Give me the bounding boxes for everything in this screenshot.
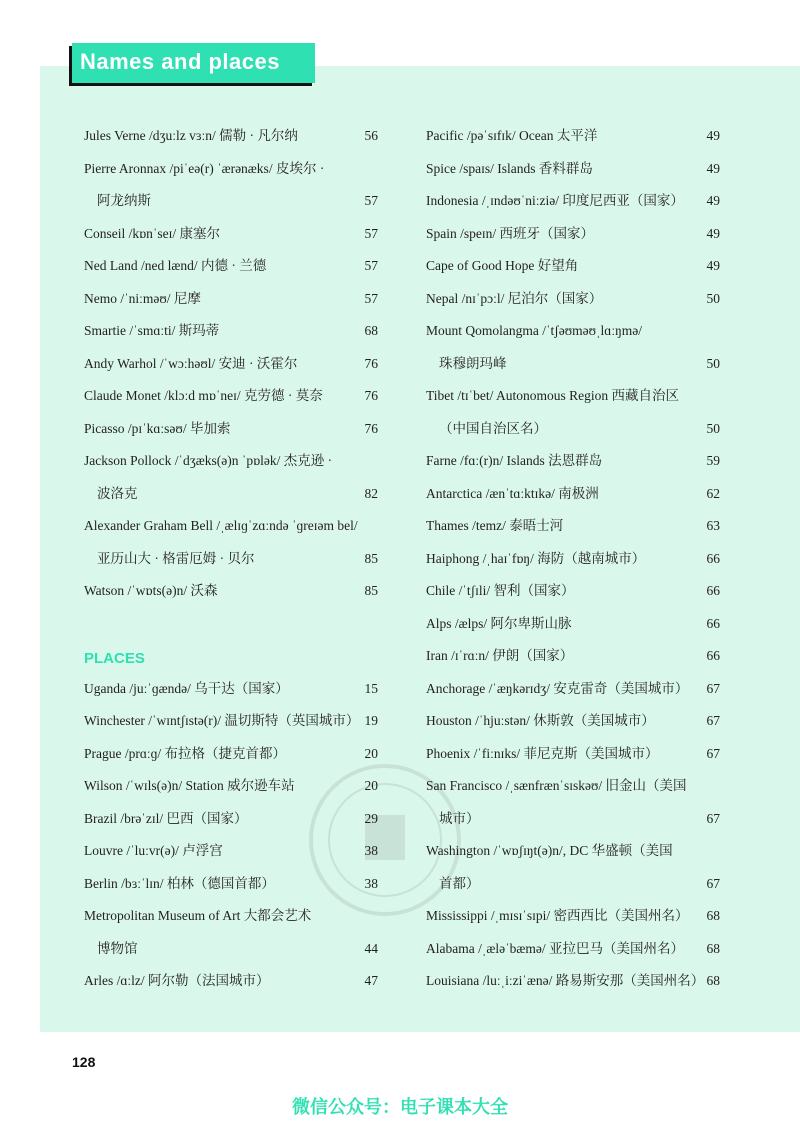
entry-page-number: 66 xyxy=(706,648,720,663)
entry-text: Washington /ˈwɒʃɪŋt(ə)n/, DC 华盛顿（美国 xyxy=(426,843,673,858)
entry-text: Chile /ˈtʃɪli/ 智利（国家） xyxy=(426,583,575,598)
entry-page-number: 57 xyxy=(364,193,378,208)
index-entry xyxy=(426,153,720,186)
index-entry xyxy=(84,120,378,153)
entry-page-number: 49 xyxy=(706,225,720,241)
index-entry-continuation xyxy=(84,933,378,966)
entry-text: Picasso /pɪˈkɑːsəʊ/ 毕加索 xyxy=(84,420,231,436)
index-entry-continuation xyxy=(84,185,378,218)
entry-page-number: 56 xyxy=(364,128,378,143)
entry-continuation-text: 阿龙纳斯 xyxy=(97,193,151,208)
index-entry xyxy=(84,803,378,836)
index-entry xyxy=(426,120,720,153)
entry-text: Alps /ælps/ 阿尔卑斯山脉 xyxy=(426,615,572,631)
entry-text: Uganda /juːˈɡændə/ 乌干达（国家） xyxy=(84,680,289,696)
entry-text: Ned Land /ned lænd/ 内德 · 兰德 xyxy=(84,258,267,273)
entry-page-number: 49 xyxy=(706,258,720,273)
index-entry-continuation xyxy=(84,543,378,576)
entry-page-number: 68 xyxy=(364,323,378,338)
entry-text: Alabama /ˌæləˈbæmə/ 亚拉巴马（美国州名） xyxy=(426,940,684,956)
index-entry xyxy=(426,283,720,316)
entry-page-number: 49 xyxy=(706,128,720,143)
entry-page-number: 82 xyxy=(364,485,378,501)
entry-page-number: 76 xyxy=(364,388,378,403)
index-entry xyxy=(426,575,720,608)
index-entry xyxy=(426,933,720,966)
entry-page-number: 63 xyxy=(706,518,720,533)
index-entry xyxy=(84,250,378,283)
entry-text: Spice /spaɪs/ Islands 香料群岛 xyxy=(426,160,593,176)
entry-page-number: 57 xyxy=(364,290,378,306)
left-column xyxy=(84,120,378,998)
entry-text: Conseil /kɒnˈseɪ/ 康塞尔 xyxy=(84,225,221,241)
entry-text: Thames /temz/ 泰晤士河 xyxy=(426,518,564,533)
index-entry xyxy=(84,835,378,868)
index-entry xyxy=(84,868,378,901)
index-entry xyxy=(426,510,720,543)
index-entry xyxy=(426,250,720,283)
entry-text: San Francisco /ˌsænfrænˈsɪskəʊ/ 旧金山（美国 xyxy=(426,778,687,793)
entry-text: Jules Verne /dʒuːlz vɜːn/ 儒勒 · 凡尔纳 xyxy=(84,128,298,143)
entry-text: Farne /fɑː(r)n/ Islands 法恩群岛 xyxy=(426,453,603,468)
entry-page-number: 66 xyxy=(706,583,720,598)
entry-text: Alexander Graham Bell /ˌælɪɡˈzɑːndə ˈɡreɪəm bel/ xyxy=(84,518,358,533)
entry-text: Pacific /pəˈsɪfɪk/ Ocean 太平洋 xyxy=(426,128,598,143)
entry-text: Metropolitan Museum of Art 大都会艺术 xyxy=(84,908,312,923)
index-entry xyxy=(84,575,378,608)
index-entry xyxy=(84,413,378,446)
entry-text: Mount Qomolangma /ˈtʃəʊməʊˌlɑːŋmə/ xyxy=(426,323,643,338)
entry-text: Wilson /ˈwɪls(ə)n/ Station 威尔逊车站 xyxy=(84,778,295,793)
index-entry xyxy=(84,283,378,316)
entry-page-number: 49 xyxy=(706,193,720,208)
entry-text: Jackson Pollock /ˈdʒæks(ə)n ˈpɒlək/ 杰克逊 · xyxy=(84,453,333,468)
entry-text: Louisiana /luːˌiːziˈænə/ 路易斯安那（美国州名） xyxy=(426,973,705,988)
entry-text: Watson /ˈwɒts(ə)n/ 沃森 xyxy=(84,583,218,598)
entry-continuation-text: 波洛克 xyxy=(97,485,138,501)
entry-text: Houston /ˈhjuːstən/ 休斯敦（美国城市） xyxy=(426,713,655,728)
index-entry xyxy=(84,218,378,251)
index-entry-continuation xyxy=(84,478,378,511)
entry-text: Prague /prɑːɡ/ 布拉格（捷克首都） xyxy=(84,745,287,761)
entry-page-number: 67 xyxy=(706,680,720,696)
entry-page-number: 66 xyxy=(706,615,720,631)
index-entry xyxy=(84,348,378,381)
entry-page-number: 67 xyxy=(706,810,720,826)
index-entry xyxy=(426,900,720,933)
entry-page-number: 20 xyxy=(364,745,378,761)
entry-page-number: 49 xyxy=(706,160,720,176)
index-entry xyxy=(426,770,720,803)
entry-page-number: 15 xyxy=(364,680,378,696)
entry-text: Phoenix /ˈfiːnɪks/ 菲尼克斯（美国城市） xyxy=(426,745,659,761)
entry-page-number: 19 xyxy=(364,713,378,728)
title-banner xyxy=(72,43,315,83)
index-entry xyxy=(426,965,720,998)
index-entry-continuation xyxy=(426,413,720,446)
entry-page-number: 68 xyxy=(706,908,720,923)
index-entry xyxy=(426,380,720,413)
index-entry xyxy=(84,445,378,478)
entry-continuation-text: （中国自治区名） xyxy=(439,420,547,436)
index-entry xyxy=(84,673,378,706)
index-entry-continuation xyxy=(426,348,720,381)
index-entry xyxy=(426,185,720,218)
entry-text: Anchorage /ˈæŋkərɪdʒ/ 安克雷奇（美国城市） xyxy=(426,680,689,696)
entry-text: Louvre /ˈluːvr(ə)/ 卢浮宫 xyxy=(84,843,223,858)
index-entry xyxy=(84,153,378,186)
right-column xyxy=(426,120,720,998)
entry-page-number: 50 xyxy=(706,355,720,371)
entry-page-number: 76 xyxy=(364,355,378,371)
footer-watermark-text: 微信公众号：电子课本大全 xyxy=(292,1097,508,1118)
index-entry xyxy=(84,738,378,771)
entry-page-number: 50 xyxy=(706,420,720,436)
entry-text: Brazil /brəˈzɪl/ 巴西（国家） xyxy=(84,810,248,826)
page-number: 128 xyxy=(72,1054,96,1070)
index-entry xyxy=(84,705,378,738)
index-entry xyxy=(426,218,720,251)
entry-page-number: 29 xyxy=(364,810,378,826)
page-title: Names and places xyxy=(80,49,280,74)
entry-page-number: 66 xyxy=(706,550,720,566)
entry-text: Claude Monet /klɔːd mɒˈneɪ/ 克劳德 · 莫奈 xyxy=(84,388,323,403)
entry-page-number: 50 xyxy=(706,290,720,306)
entry-page-number: 57 xyxy=(364,225,378,241)
index-entry-continuation xyxy=(426,803,720,836)
entry-continuation-text: 珠穆朗玛峰 xyxy=(439,355,507,371)
index-entry xyxy=(84,900,378,933)
entry-page-number: 47 xyxy=(364,973,378,988)
entry-continuation-text: 博物馆 xyxy=(97,940,138,956)
index-entry xyxy=(426,705,720,738)
entry-page-number: 67 xyxy=(706,713,720,728)
index-entry xyxy=(426,478,720,511)
entry-text: Pierre Aronnax /piˈeə(r) ˈærənæks/ 皮埃尔 · xyxy=(84,160,325,176)
entry-text: Spain /speɪn/ 西班牙（国家） xyxy=(426,225,594,241)
entry-page-number: 67 xyxy=(706,875,720,891)
entry-text: Haiphong /ˌhaɪˈfɒŋ/ 海防（越南城市） xyxy=(426,550,646,566)
entry-page-number: 38 xyxy=(364,843,378,858)
entry-page-number: 62 xyxy=(706,485,720,501)
entry-continuation-text: 首都） xyxy=(439,875,480,891)
entry-text: Winchester /ˈwɪntʃɪstə(r)/ 温切斯特（英国城市） xyxy=(84,713,360,728)
entry-page-number: 68 xyxy=(706,973,720,988)
index-entry xyxy=(426,543,720,576)
index-entry xyxy=(84,510,378,543)
entry-continuation-text: 亚历山大 · 格雷厄姆 · 贝尔 xyxy=(97,550,255,566)
entry-text: Andy Warhol /ˈwɔːhəʊl/ 安迪 · 沃霍尔 xyxy=(84,355,298,371)
index-entry xyxy=(426,738,720,771)
index-entry xyxy=(84,770,378,803)
index-entry xyxy=(426,673,720,706)
entry-page-number: 76 xyxy=(364,420,378,436)
index-entry xyxy=(426,315,720,348)
entry-text: Mississippi /ˌmɪsɪˈsɪpi/ 密西西比（美国州名） xyxy=(426,908,689,923)
entry-page-number: 44 xyxy=(364,940,378,956)
entry-page-number: 67 xyxy=(706,745,720,761)
entry-page-number: 38 xyxy=(364,875,378,891)
entry-text: Smartie /ˈsmɑːti/ 斯玛蒂 xyxy=(84,323,220,338)
entry-page-number: 85 xyxy=(364,583,378,598)
entry-text: Antarctica /ænˈtɑːktɪkə/ 南极洲 xyxy=(426,485,599,501)
entry-text: Indonesia /ˌɪndəʊˈniːziə/ 印度尼西亚（国家） xyxy=(426,193,684,208)
entry-continuation-text: 城市） xyxy=(439,810,480,826)
entry-page-number: 85 xyxy=(364,550,378,566)
index-entry xyxy=(84,965,378,998)
entry-text: Tibet /tɪˈbet/ Autonomous Region 西藏自治区 xyxy=(426,388,680,403)
entry-text: Nemo /ˈniːməʊ/ 尼摩 xyxy=(84,290,201,306)
entry-text: Nepal /nɪˈpɔːl/ 尼泊尔（国家） xyxy=(426,290,603,306)
entry-page-number: 59 xyxy=(706,453,720,468)
index-entry-continuation xyxy=(426,868,720,901)
index-entry xyxy=(426,640,720,673)
index-entry xyxy=(426,445,720,478)
entry-text: Iran /ɪˈrɑːn/ 伊朗（国家） xyxy=(426,648,574,663)
entry-text: Berlin /bɜːˈlɪn/ 柏林（德国首都） xyxy=(84,875,275,891)
entry-text: Cape of Good Hope 好望角 xyxy=(426,258,579,273)
index-entry xyxy=(84,315,378,348)
index-entry xyxy=(84,380,378,413)
entry-page-number: 68 xyxy=(706,940,720,956)
entry-page-number: 57 xyxy=(364,258,378,273)
entry-text: Arles /ɑːlz/ 阿尔勒（法国城市） xyxy=(84,973,270,988)
index-entry xyxy=(426,608,720,641)
index-entry xyxy=(426,835,720,868)
entry-page-number: 20 xyxy=(364,778,378,793)
section-heading-places: PLACES xyxy=(84,650,145,667)
